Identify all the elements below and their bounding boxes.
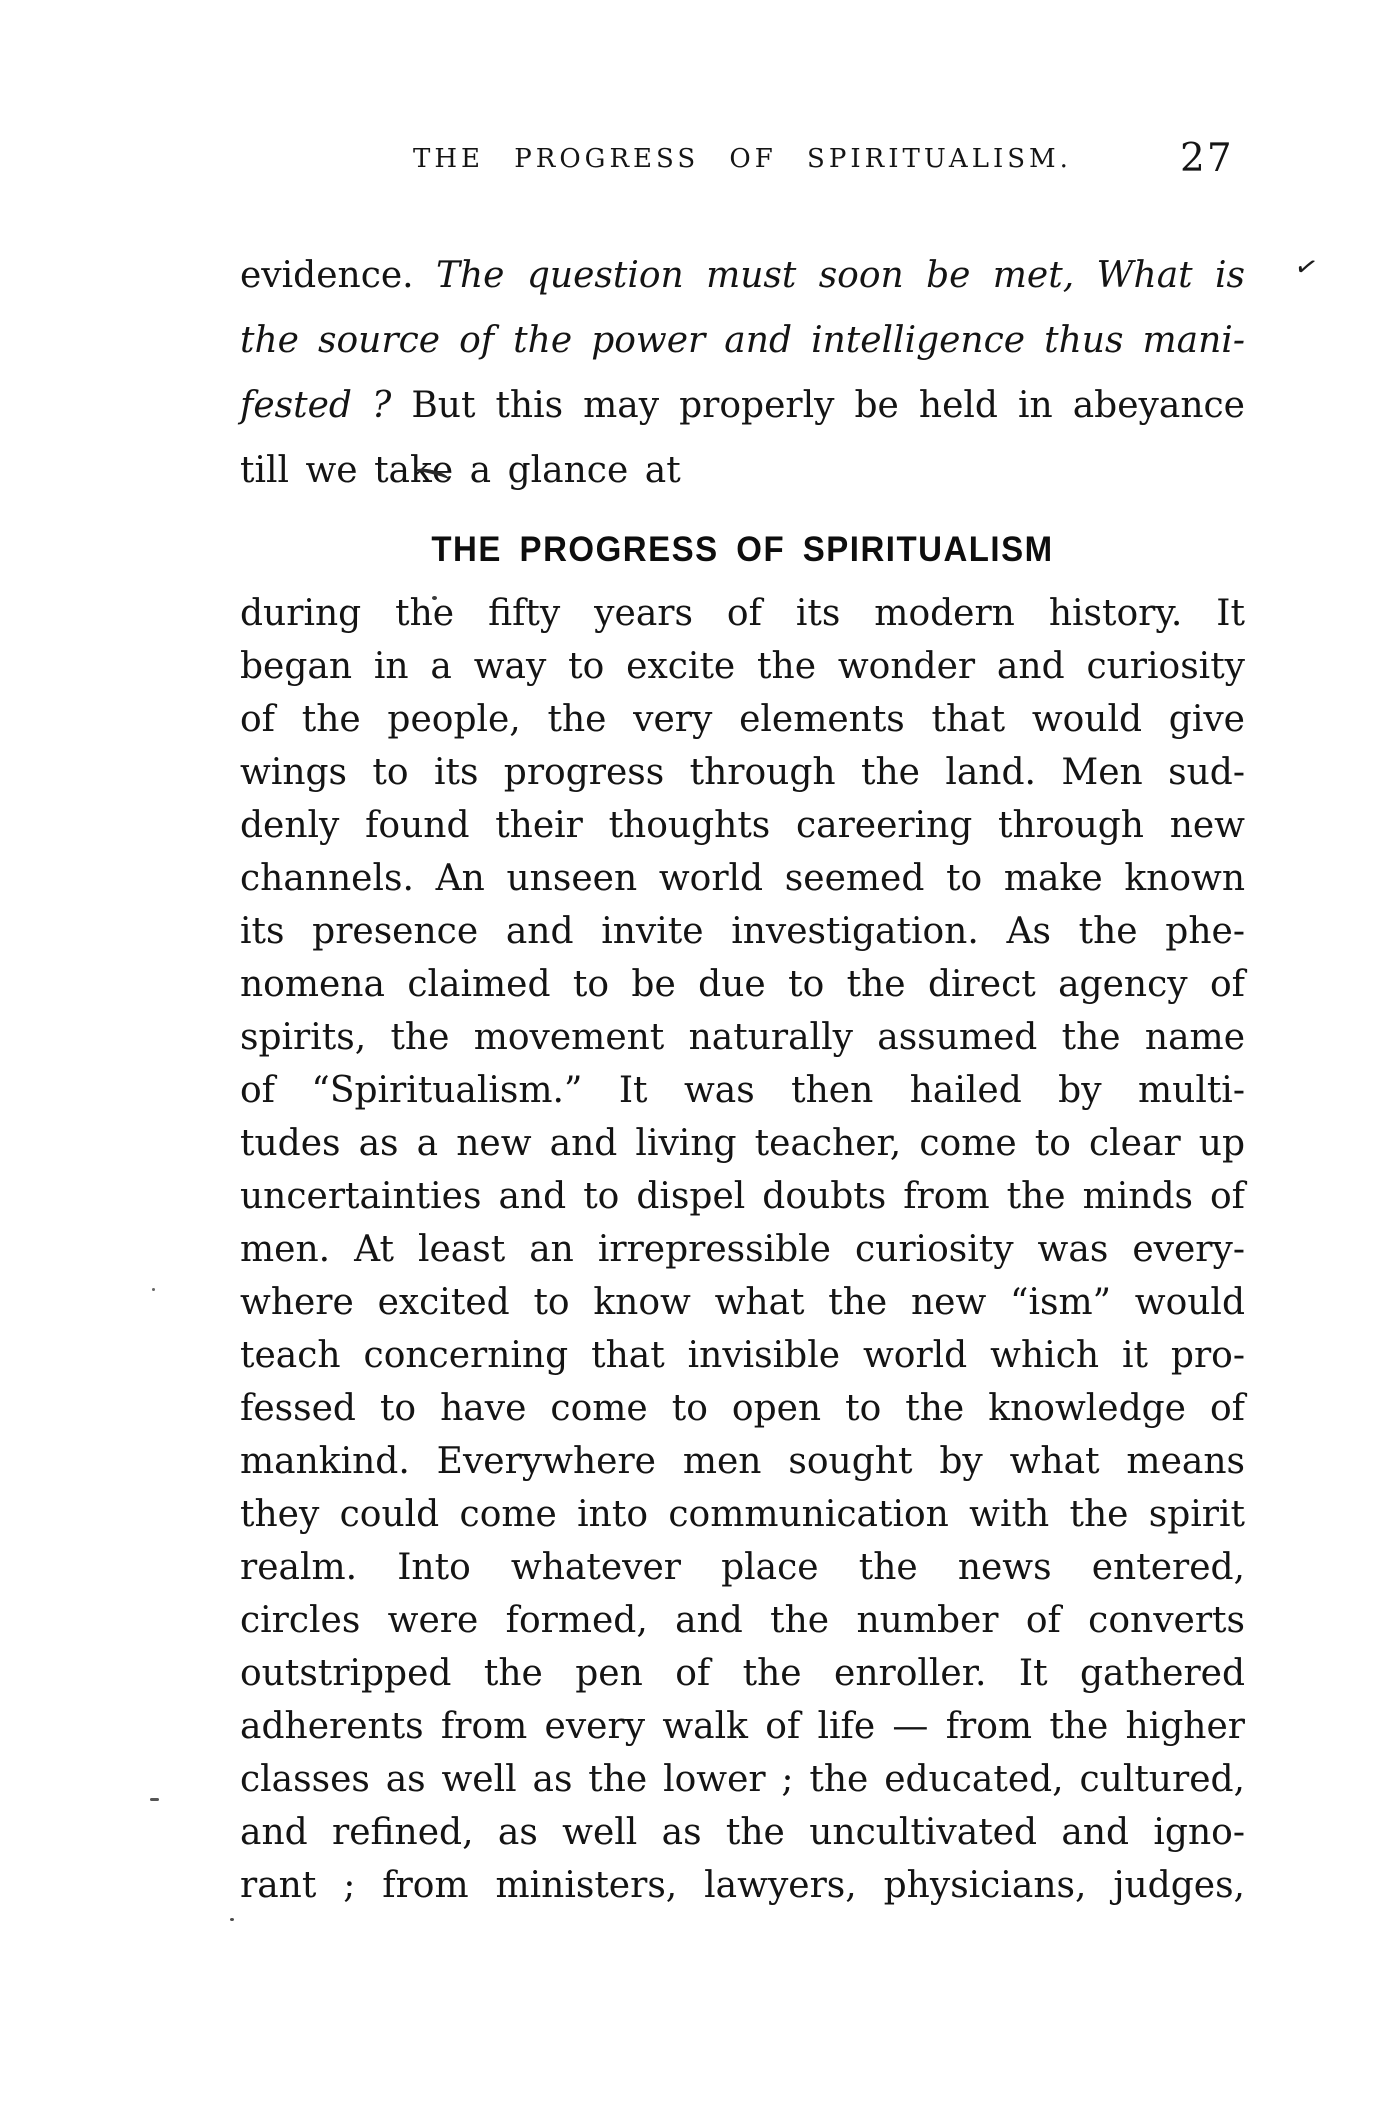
intro-line1-italic: The question must soon be met, What is [435, 255, 1245, 296]
page-number: 27 [1180, 136, 1234, 181]
pencil-checkmark-icon: ✓ [1291, 249, 1322, 286]
body-line: spirits, the movement naturally assumed the name [240, 1017, 1245, 1058]
body-line: men. At least an irrepressible curiosity was every- [240, 1229, 1245, 1270]
body-line: mankind. Everywhere men sought by what means [240, 1441, 1245, 1482]
body-line: tudes as a new and living teacher, come to clear up [240, 1123, 1245, 1164]
intro-line: till we take a glance at [240, 450, 681, 491]
intro-line3-italic: fested ? [240, 385, 392, 426]
intro-line2-italic: the source of the power and intelligence thus mani- [240, 320, 1245, 361]
ink-speck [152, 1288, 155, 1291]
body-line: of the people, the very elements that would give [240, 699, 1245, 740]
body-line: classes as well as the lower ; the educated, cultured, [240, 1759, 1245, 1800]
section-heading: THE PROGRESS OF SPIRITUALISM [431, 528, 1054, 569]
intro-line1-roman: evidence. [240, 255, 414, 296]
intro-line3-roman: But this may properly be held in abeyance [411, 385, 1245, 426]
body-line: wings to its progress through the land. Men sud- [240, 752, 1245, 793]
body-line: channels. An unseen world seemed to make known [240, 858, 1245, 899]
body-line: fessed to have come to open to the knowledge of [240, 1388, 1245, 1429]
body-line: circles were formed, and the number of converts [240, 1600, 1245, 1641]
body-line: adherents from every walk of life — from the higher [240, 1706, 1245, 1747]
body-line: and refined, as well as the uncultivated and igno- [240, 1812, 1245, 1853]
ink-speck [230, 1918, 234, 1921]
body-line: realm. Into whatever place the news entered, [240, 1547, 1245, 1588]
body-paragraph [240, 588, 1245, 1913]
body-line: they could come into communication with the spirit [240, 1494, 1245, 1535]
intro-line [240, 246, 1245, 311]
body-line: teach concerning that invisible world which it pro- [240, 1335, 1245, 1376]
body-line: of “Spiritualism.” It was then hailed by multi- [240, 1070, 1245, 1111]
intro-paragraph [240, 246, 1245, 506]
ink-speck [150, 1798, 159, 1801]
intro-line [240, 376, 1245, 441]
running-head: THE PROGRESS OF SPIRITUALISM. [413, 144, 1072, 174]
body-line: outstripped the pen of the enroller. It gathered [240, 1653, 1245, 1694]
body-line: during the fifty years of its modern history. It [240, 593, 1245, 634]
body-line: its presence and invite investigation. As the phe- [240, 911, 1245, 952]
body-line: denly found their thoughts careering through new [240, 805, 1245, 846]
intro-line [240, 311, 1245, 376]
body-line: rant ; from ministers, lawyers, physicians, judges, [240, 1865, 1245, 1906]
body-line: nomena claimed to be due to the direct agency of [240, 964, 1245, 1005]
body-line: where excited to know what the new “ism” would [240, 1282, 1245, 1323]
body-line: uncertainties and to dispel doubts from the minds of [240, 1176, 1245, 1217]
body-line: began in a way to excite the wonder and curiosity [240, 646, 1245, 687]
